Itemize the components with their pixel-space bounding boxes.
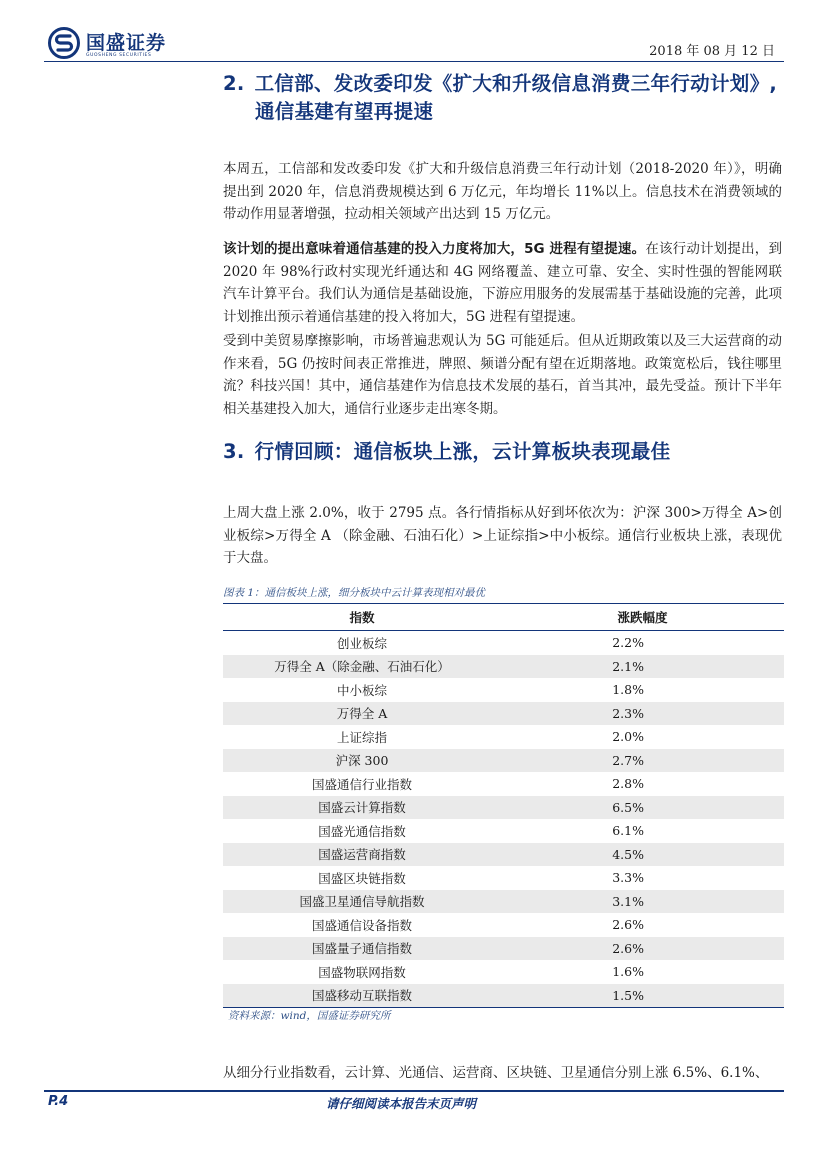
paragraph-2-body: 在该行动计划提出，到 2020 年 98%行政村实现光纤通达和 4G 网络覆盖、建立可靠、安全、实时性强的智能网联汽车计算平台。我们认为通信是基础设施，下游应用服务的发展需基于基础设施的完善，此项计划推出预示着通信基建的投入将加大，5G 进程有望提速。 bbox=[223, 241, 782, 325]
table-body bbox=[223, 631, 784, 1008]
table-header-row bbox=[223, 604, 784, 631]
change-value-cell: 3.1% bbox=[501, 890, 784, 914]
section-3-heading bbox=[223, 438, 670, 466]
index-name-cell: 国盛运营商指数 bbox=[223, 843, 501, 867]
index-name-cell: 国盛区块链指数 bbox=[318, 870, 406, 886]
report-date: 2018 年 08 月 12 日 bbox=[649, 44, 775, 59]
table-row bbox=[223, 819, 784, 843]
footer-divider bbox=[44, 1090, 784, 1092]
table-row bbox=[223, 890, 784, 914]
index-name-cell: 上证综指 bbox=[336, 729, 387, 745]
change-value-cell: 2.0% bbox=[612, 729, 644, 745]
page-number: P.4 bbox=[48, 1094, 69, 1109]
index-name-cell: 国盛通信行业指数 bbox=[311, 776, 412, 792]
index-name-cell: 国盛云计算指数 bbox=[223, 796, 501, 820]
table-row bbox=[223, 960, 784, 984]
table-row bbox=[223, 749, 784, 773]
section-2-heading bbox=[223, 70, 777, 126]
change-value-cell: 6.5% bbox=[501, 796, 784, 820]
change-value-cell: 2.6% bbox=[612, 917, 644, 933]
index-name-cell: 中小板综 bbox=[336, 682, 387, 698]
paragraph-1: 本周五，工信部和发改委印发《扩大和升级信息消费三年行动计划（2018-2020 年）》，明确提出到 2020 年，信息消费规模达到 6 万亿元，年均增长 11%以上。信息技术在消费领域的带动作用显著增强，拉动相关领域产出达到 15 万亿元。 bbox=[223, 161, 782, 222]
section-2-title-line2: 通信基建有望再提速 bbox=[255, 100, 434, 123]
index-name-cell: 国盛通信设备指数 bbox=[311, 917, 412, 933]
index-name-cell: 国盛物联网指数 bbox=[318, 964, 406, 980]
change-value-cell: 2.1% bbox=[501, 655, 784, 679]
table-row bbox=[223, 678, 784, 702]
company-name-en: GUOSHENG SECURITIES bbox=[86, 53, 152, 58]
figure-caption: 图表 1：通信板块上涨，细分板块中云计算表现相对最优 bbox=[223, 587, 486, 599]
table-row bbox=[223, 843, 784, 867]
guosheng-logo-icon bbox=[48, 27, 80, 59]
company-name: 国盛证券 bbox=[86, 32, 167, 54]
table-row bbox=[223, 984, 784, 1008]
index-name-cell: 国盛移动互联指数 bbox=[223, 984, 501, 1008]
table-row bbox=[223, 725, 784, 749]
index-name-cell: 沪深 300 bbox=[223, 749, 501, 773]
header-divider bbox=[44, 61, 784, 62]
change-value-cell: 1.5% bbox=[501, 984, 784, 1008]
index-name-cell: 万得全 A（除金融、石油石化） bbox=[223, 655, 501, 679]
change-value-cell: 2.3% bbox=[501, 702, 784, 726]
change-value-cell: 2.8% bbox=[612, 776, 644, 792]
section-2-title-line1: 工信部、发改委印发《扩大和升级信息消费三年行动计划》, bbox=[254, 72, 778, 95]
section-3-number: 3. bbox=[223, 440, 245, 463]
column-header-index: 指数 bbox=[223, 604, 501, 631]
change-value-cell: 3.3% bbox=[612, 870, 644, 886]
change-value-cell: 6.1% bbox=[612, 823, 644, 839]
table-row bbox=[223, 655, 784, 679]
paragraph-5: 从细分行业指数看，云计算、光通信、运营商、区块链、卫星通信分别上涨 6.5%、6.1%、 bbox=[223, 1065, 769, 1081]
change-value-cell: 2.7% bbox=[501, 749, 784, 773]
table-row bbox=[223, 796, 784, 820]
change-value-cell: 4.5% bbox=[501, 843, 784, 867]
index-name-cell: 国盛量子通信指数 bbox=[223, 937, 501, 961]
table-row bbox=[223, 866, 784, 890]
index-performance-table bbox=[223, 603, 784, 1008]
table-row bbox=[223, 772, 784, 796]
change-value-cell: 2.2% bbox=[612, 635, 644, 651]
section-2-number: 2. bbox=[223, 72, 245, 95]
column-header-change: 涨跌幅度 bbox=[501, 604, 784, 631]
change-value-cell: 1.6% bbox=[612, 964, 644, 980]
index-name-cell: 国盛光通信指数 bbox=[318, 823, 406, 839]
index-name-cell: 万得全 A bbox=[223, 702, 501, 726]
paragraph-3: 受到中美贸易摩擦影响，市场普遍悲观认为 5G 可能延后。但从近期政策以及三大运营商的动作来看，5G 仍按时间表正常推进，牌照、频谱分配有望在近期落地。政策宽松后，钱往哪里流？科技兴国！其中，通信基建作为信息技术发展的基石，首当其冲，最先受益。预计下半年相关基建投入加大，通信行业逐步走出寒冬期。 bbox=[223, 333, 782, 417]
paragraph-2-emphasis: 该计划的提出意味着通信基建的投入力度将加大，5G 进程有望提速。 bbox=[223, 241, 646, 257]
table-row bbox=[223, 913, 784, 937]
table-row bbox=[223, 702, 784, 726]
paragraph-4: 上周大盘上涨 2.0%，收于 2795 点。各行情指标从好到坏依次为：沪深 300>万得全 A>创业板综>万得全 A （除金融、石油石化）>上证综指>中小板综。通信行业板块上涨，表现优于大盘。 bbox=[223, 505, 782, 566]
paragraph-2 bbox=[223, 238, 782, 328]
table-row bbox=[223, 937, 784, 961]
footer-disclaimer: 请仔细阅读本报告末页声明 bbox=[326, 1096, 477, 1111]
change-value-cell: 1.8% bbox=[612, 682, 644, 698]
section-3-title: 行情回顾：通信板块上涨，云计算板块表现最佳 bbox=[254, 440, 671, 463]
index-name-cell: 创业板综 bbox=[336, 635, 387, 651]
index-name-cell: 国盛卫星通信导航指数 bbox=[223, 890, 501, 914]
change-value-cell: 2.6% bbox=[501, 937, 784, 961]
table-row bbox=[223, 631, 784, 655]
figure-source: 资料来源：wind，国盛证券研究所 bbox=[228, 1010, 391, 1022]
